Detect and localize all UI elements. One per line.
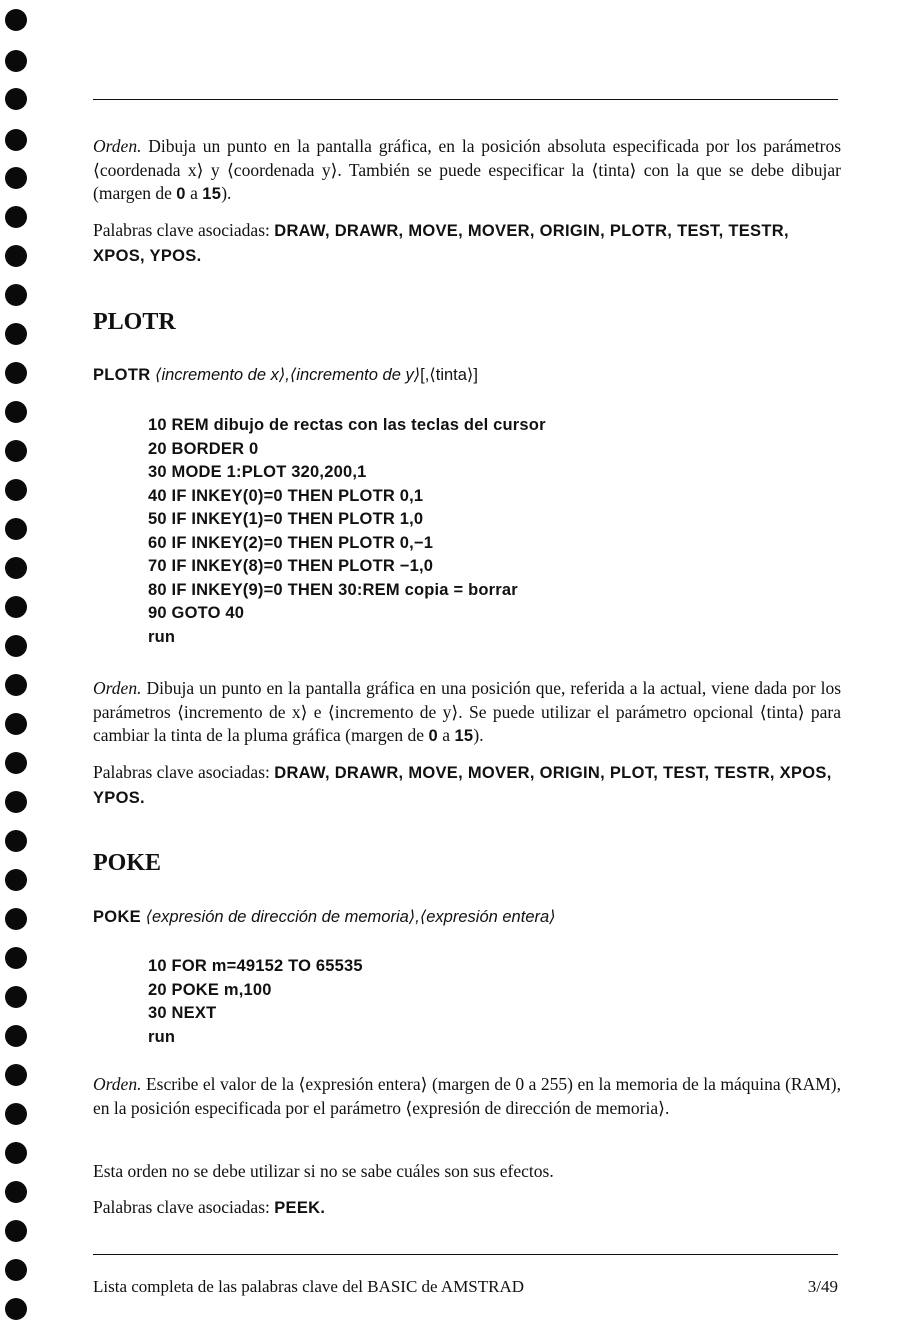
keywords-label: Palabras clave asociadas: <box>93 1197 270 1217</box>
syntax-command: POKE <box>93 908 141 926</box>
binder-hole <box>5 440 27 462</box>
code-line: run <box>148 1027 176 1046</box>
syntax-arguments: ⟨expresión de dirección de memoria⟩,⟨expresión entera⟩ <box>145 908 556 926</box>
code-line: 70 IF INKEY(8)=0 THEN PLOTR −1,0 <box>148 557 434 575</box>
keywords-list: DRAW, DRAWR, MOVE, MOVER, ORIGIN, PLOT, TEST, TESTR, XPOS, YPOS. <box>93 764 832 807</box>
code-line: run <box>148 627 176 646</box>
range-min: 0 <box>176 185 186 203</box>
range-end: ). <box>221 183 232 203</box>
binder-hole <box>5 752 27 774</box>
binder-hole <box>5 986 27 1008</box>
plotr-code-example <box>148 414 546 649</box>
binder-hole <box>5 1103 27 1125</box>
binder-hole <box>5 830 27 852</box>
binder-hole <box>5 401 27 423</box>
binder-hole <box>5 1220 27 1242</box>
poke-heading: POKE <box>93 850 162 876</box>
poke-syntax <box>93 907 556 927</box>
bottom-rule <box>93 1254 838 1255</box>
binder-hole <box>5 947 27 969</box>
poke-warning: Esta orden no se debe utilizar si no se sabe cuáles son sus efectos. <box>93 1161 554 1181</box>
binder-hole <box>5 557 27 579</box>
range-max: 15 <box>454 727 474 745</box>
range-end: ). <box>473 725 484 745</box>
binder-hole <box>5 479 27 501</box>
top-rule <box>93 99 838 100</box>
code-line: 50 IF INKEY(1)=0 THEN PLOTR 1,0 <box>148 510 424 528</box>
orden-label: Orden. <box>93 136 142 156</box>
binder-hole <box>5 245 27 267</box>
syntax-arguments: ⟨incremento de x⟩,⟨incremento de y⟩ <box>155 366 421 384</box>
binder-hole <box>5 908 27 930</box>
binder-hole <box>5 1025 27 1047</box>
binder-hole <box>5 88 27 110</box>
plotr-syntax <box>93 365 478 385</box>
footer-title: Lista completa de las palabras clave del BASIC de AMSTRAD <box>93 1277 525 1296</box>
code-line: 90 GOTO 40 <box>148 604 245 622</box>
poke-description-text: Escribe el valor de la ⟨expresión entera⟩ (margen de 0 a 255) en la memoria de la máquina (RAM), en la posición especificada por el parámetro ⟨expresión de dirección de memoria⟩. <box>93 1074 842 1118</box>
binder-hole <box>5 1259 27 1281</box>
orden-label: Orden. <box>93 1074 142 1094</box>
binder-hole <box>5 1142 27 1164</box>
code-line: 20 POKE m,100 <box>148 980 272 999</box>
code-line: 10 REM dibujo de rectas con las teclas del cursor <box>148 416 546 434</box>
keywords-list: PEEK. <box>274 1199 326 1217</box>
plot-description <box>93 135 841 207</box>
code-line: 30 MODE 1:PLOT 320,200,1 <box>148 463 367 481</box>
binder-hole <box>5 674 27 696</box>
page-number: 3/49 <box>807 1277 838 1296</box>
code-line: 80 IF INKEY(9)=0 THEN 30:REM copia = borrar <box>148 580 518 599</box>
keywords-label: Palabras clave asociadas: <box>93 762 270 782</box>
poke-description <box>93 1073 841 1120</box>
plot-keywords <box>93 219 841 268</box>
poke-keywords <box>93 1196 841 1221</box>
binder-hole <box>5 323 27 345</box>
binder-hole <box>5 713 27 735</box>
binder-hole <box>5 869 27 891</box>
plotr-description <box>93 677 841 749</box>
keywords-label: Palabras clave asociadas: <box>93 220 270 240</box>
syntax-command: PLOTR <box>93 366 151 384</box>
plotr-description-text: Dibuja un punto en la pantalla gráfica en una posición que, referida a la actual, viene dada por los parámetros ⟨incremento de x⟩ e ⟨incremento de y⟩. Se puede utilizar el parámetro opcional ⟨tinta⟩ para cambiar la tinta de la pluma gráfica (margen de <box>93 678 842 745</box>
code-line: 60 IF INKEY(2)=0 THEN PLOTR 0,−1 <box>148 533 434 552</box>
binder-holes <box>0 0 40 1334</box>
binder-hole <box>5 1181 27 1203</box>
binder-hole <box>5 362 27 384</box>
syntax-optional: [,⟨tinta⟩] <box>420 366 478 384</box>
orden-label: Orden. <box>93 678 142 698</box>
binder-hole <box>5 50 27 72</box>
binder-hole <box>5 791 27 813</box>
range-sep: a <box>442 725 451 745</box>
code-line: 20 BORDER 0 <box>148 439 259 458</box>
binder-hole <box>5 1064 27 1086</box>
plot-description-text: Dibuja un punto en la pantalla gráfica, en la posición absoluta especificada por los parámetros ⟨coordenada x⟩ y ⟨coordenada y⟩. También se puede especificar la ⟨tinta⟩ con la que se debe dibujar (margen de <box>93 136 841 203</box>
poke-code-example <box>148 955 363 1049</box>
range-min: 0 <box>428 727 438 745</box>
code-line: 30 NEXT <box>148 1004 217 1022</box>
binder-hole <box>5 167 27 189</box>
binder-hole <box>5 635 27 657</box>
code-line: 10 FOR m=49152 TO 65535 <box>148 957 363 975</box>
plotr-keywords <box>93 761 841 810</box>
binder-hole <box>5 1298 27 1320</box>
keywords-list: DRAW, DRAWR, MOVE, MOVER, ORIGIN, PLOTR, TEST, TESTR, XPOS, YPOS. <box>93 222 789 265</box>
binder-hole <box>5 518 27 540</box>
binder-hole <box>5 596 27 618</box>
range-max: 15 <box>202 185 222 203</box>
code-line: 40 IF INKEY(0)=0 THEN PLOTR 0,1 <box>148 486 424 505</box>
binder-hole <box>5 284 27 306</box>
plotr-heading: PLOTR <box>93 309 176 335</box>
binder-hole <box>5 9 27 31</box>
range-sep: a <box>190 183 198 203</box>
binder-hole <box>5 206 27 228</box>
binder-hole <box>5 129 27 151</box>
